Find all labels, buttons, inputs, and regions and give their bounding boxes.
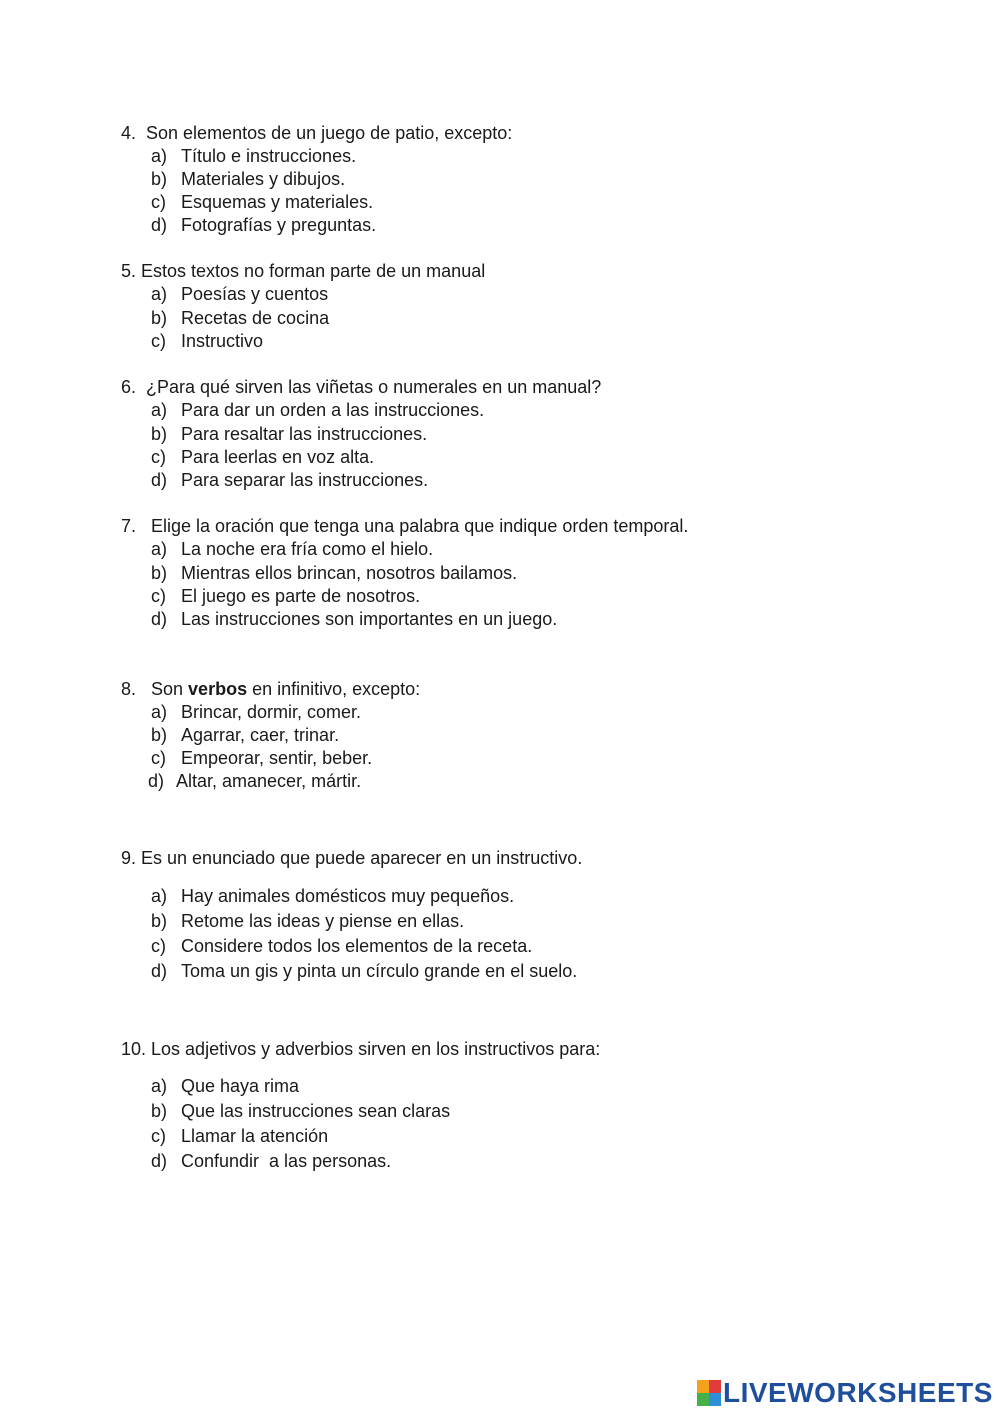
question-9-option-a[interactable] <box>151 885 514 907</box>
option-text: Para separar las instrucciones. <box>181 470 429 490</box>
option-text: Altar, amanecer, mártir. <box>176 771 362 791</box>
question-7-stem: 7. Elige la oración que tenga una palabra que indique orden temporal. <box>121 516 689 536</box>
question-10-option-b[interactable] <box>151 1100 450 1122</box>
question-8-option-d[interactable] <box>148 770 361 792</box>
question-8-stem <box>121 678 420 700</box>
question-5-option-a[interactable] <box>151 283 328 305</box>
liveworksheets-logo <box>697 1377 997 1409</box>
question-5-stem: 5. Estos textos no forman parte de un manual <box>121 261 486 281</box>
question-9-option-c[interactable] <box>151 935 532 957</box>
option-text: Agarrar, caer, trinar. <box>181 725 340 745</box>
option-text: Materiales y dibujos. <box>181 169 346 189</box>
option-letter: a) <box>151 702 168 722</box>
brand-name: LIVEWORKSHEETS <box>723 1377 993 1408</box>
stem-bold-word: verbos <box>188 679 248 699</box>
option-letter: c) <box>151 748 166 768</box>
question-8-option-b[interactable] <box>151 724 339 746</box>
option-letter: b) <box>151 308 168 328</box>
option-letter: d) <box>151 215 168 235</box>
option-text: Para leerlas en voz alta. <box>181 447 375 467</box>
option-text: Para resaltar las instrucciones. <box>181 424 428 444</box>
question-4-option-b[interactable] <box>151 168 345 190</box>
option-text: Poesías y cuentos <box>181 284 329 304</box>
option-letter: b) <box>151 563 168 583</box>
question-9-option-b[interactable] <box>151 910 464 932</box>
option-letter: d) <box>151 609 168 629</box>
logo-square <box>709 1393 721 1406</box>
option-letter: a) <box>151 146 168 166</box>
question-6-option-d[interactable] <box>151 469 428 491</box>
option-letter: a) <box>151 1076 168 1096</box>
question-5-option-c[interactable] <box>151 330 263 352</box>
option-letter: b) <box>151 911 168 931</box>
option-letter: d) <box>148 771 165 791</box>
option-letter: b) <box>151 1101 168 1121</box>
option-letter: a) <box>151 400 168 420</box>
option-letter: c) <box>151 331 166 351</box>
question-6-stem: 6. ¿Para qué sirven las viñetas o numerales en un manual? <box>121 377 602 397</box>
option-letter: c) <box>151 1126 166 1146</box>
option-text: Para dar un orden a las instrucciones. <box>181 400 485 420</box>
question-9-option-d[interactable] <box>151 960 577 982</box>
option-text: Llamar la atención <box>181 1126 329 1146</box>
option-text: Toma un gis y pinta un círculo grande en el suelo. <box>181 961 578 981</box>
option-letter: b) <box>151 169 168 189</box>
question-4-option-a[interactable] <box>151 145 356 167</box>
question-7-option-d[interactable] <box>151 608 557 630</box>
option-letter: d) <box>151 470 168 490</box>
option-text: Empeorar, sentir, beber. <box>181 748 373 768</box>
option-text: Brincar, dormir, comer. <box>181 702 362 722</box>
question-7-option-c[interactable] <box>151 585 420 607</box>
option-letter: d) <box>151 961 168 981</box>
option-text: Fotografías y preguntas. <box>181 215 377 235</box>
option-text: Título e instrucciones. <box>181 146 357 166</box>
option-letter: a) <box>151 886 168 906</box>
question-8-option-a[interactable] <box>151 701 361 723</box>
question-10-option-c[interactable] <box>151 1125 328 1147</box>
option-letter: d) <box>151 1151 168 1171</box>
stem-text: 8. Son <box>121 679 189 699</box>
question-8-option-c[interactable] <box>151 747 372 769</box>
question-4-option-c[interactable] <box>151 191 373 213</box>
question-10-stem: 10. Los adjetivos y adverbios sirven en los instructivos para: <box>121 1039 601 1059</box>
option-text: Considere todos los elementos de la receta. <box>181 936 533 956</box>
option-text: Retome las ideas y piense en ellas. <box>181 911 465 931</box>
question-4-option-d[interactable] <box>151 214 376 236</box>
option-text: Las instrucciones son importantes en un juego. <box>181 609 558 629</box>
option-text: Que las instrucciones sean claras <box>181 1101 451 1121</box>
question-10-option-a[interactable] <box>151 1075 299 1097</box>
option-text: Confundir a las personas. <box>181 1151 392 1171</box>
stem-text: en infinitivo, excepto: <box>247 679 421 699</box>
option-letter: a) <box>151 539 168 559</box>
liveworksheets-logo-icon <box>697 1380 721 1406</box>
question-6-option-a[interactable] <box>151 399 484 421</box>
option-text: Que haya rima <box>181 1076 300 1096</box>
option-letter: a) <box>151 284 168 304</box>
option-text: Instructivo <box>181 331 264 351</box>
question-5-option-b[interactable] <box>151 307 329 329</box>
question-9-stem: 9. Es un enunciado que puede aparecer en un instructivo. <box>121 848 583 868</box>
option-letter: c) <box>151 586 166 606</box>
option-letter: b) <box>151 424 168 444</box>
option-text: Mientras ellos brincan, nosotros bailamos. <box>181 563 518 583</box>
question-6-option-c[interactable] <box>151 446 374 468</box>
option-text: El juego es parte de nosotros. <box>181 586 421 606</box>
question-10-option-d[interactable] <box>151 1150 391 1172</box>
option-text: La noche era fría como el hielo. <box>181 539 434 559</box>
option-text: Hay animales domésticos muy pequeños. <box>181 886 515 906</box>
logo-square <box>697 1380 709 1393</box>
option-text: Recetas de cocina <box>181 308 330 328</box>
question-7-option-a[interactable] <box>151 538 433 560</box>
option-letter: c) <box>151 936 166 956</box>
question-6-option-b[interactable] <box>151 423 427 445</box>
logo-square <box>697 1393 709 1406</box>
option-letter: b) <box>151 725 168 745</box>
question-7-option-b[interactable] <box>151 562 517 584</box>
question-4-stem: 4. Son elementos de un juego de patio, excepto: <box>121 123 513 143</box>
option-letter: c) <box>151 447 166 467</box>
option-letter: c) <box>151 192 166 212</box>
option-text: Esquemas y materiales. <box>181 192 374 212</box>
logo-square <box>709 1380 721 1393</box>
